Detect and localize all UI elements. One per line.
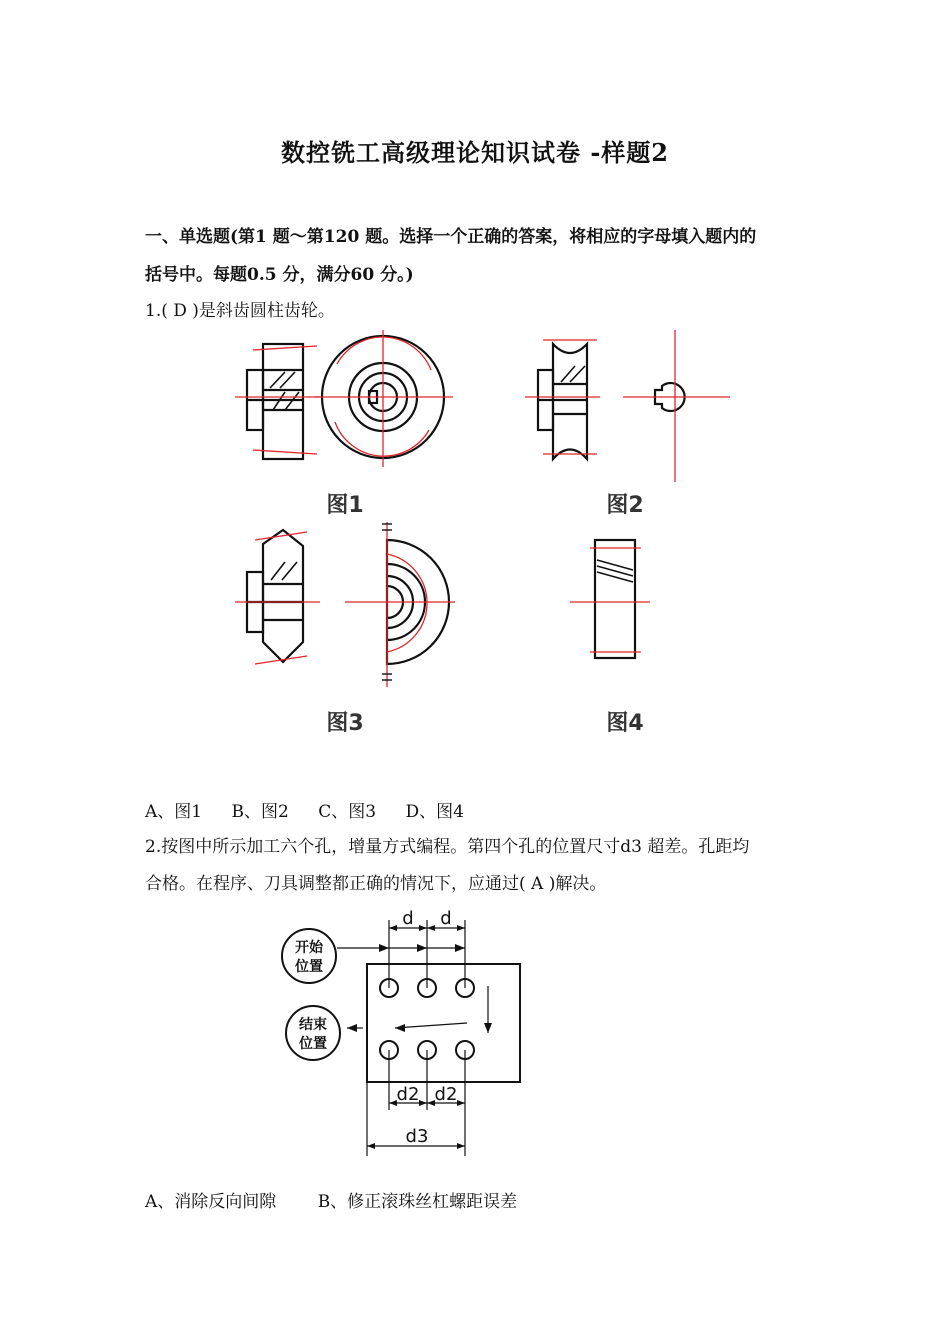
option-d: D、图4 bbox=[405, 802, 464, 822]
page-title: 数控铣工高级理论知识试卷 -样题2 bbox=[280, 138, 669, 167]
dim-d2-1: d2 bbox=[396, 1084, 420, 1105]
option-a: A、图1 bbox=[145, 802, 203, 822]
option-a: A、消除反向间隙 bbox=[145, 1192, 277, 1212]
end-label-line2: 位置 bbox=[299, 1036, 327, 1052]
figure-2-side-view bbox=[538, 344, 587, 459]
section-heading-line1: 一、单选题(第1 题～第120 题。选择一个正确的答案，将相应的字母填入题内的 bbox=[145, 227, 757, 247]
option-b: B、图2 bbox=[231, 802, 289, 822]
figure-1-label: 图1 bbox=[326, 493, 364, 518]
question-2-stem-line1: 2.按图中所示加工六个孔，增量方式编程。第四个孔的位置尺寸d3 超差。孔距均 bbox=[145, 837, 750, 857]
figure-3-label: 图3 bbox=[326, 711, 364, 736]
option-c: C、图3 bbox=[318, 802, 377, 822]
dim-d2-2: d2 bbox=[434, 1084, 458, 1105]
figure-2-label: 图2 bbox=[606, 493, 644, 518]
dim-d3: d3 bbox=[405, 1126, 429, 1147]
figure-4-view bbox=[595, 540, 635, 658]
start-label-line2: 位置 bbox=[295, 959, 323, 975]
start-label-line1: 开始 bbox=[295, 940, 323, 956]
figure-4-label: 图4 bbox=[606, 711, 644, 736]
section-heading-line2: 括号中。每题0.5 分，满分60 分。) bbox=[145, 265, 414, 285]
question-2-options bbox=[145, 1187, 517, 1212]
dim-d-2: d bbox=[440, 908, 452, 929]
dim-d-1: d bbox=[402, 908, 414, 929]
question-1-figure bbox=[225, 322, 745, 747]
figure-1-side-view bbox=[247, 344, 303, 459]
question-1-stem: 1.( D )是斜齿圆柱齿轮。 bbox=[145, 301, 335, 321]
figure-3-side-view bbox=[247, 530, 303, 662]
question-2-diagram bbox=[275, 908, 535, 1163]
workpiece bbox=[367, 964, 520, 1082]
option-b: B、修正滚珠丝杠螺距误差 bbox=[317, 1192, 518, 1212]
question-2-stem-line2: 合格。在程序、刀具调整都正确的情况下，应通过( A )解决。 bbox=[145, 874, 607, 894]
end-label-line1: 结束 bbox=[299, 1017, 327, 1033]
question-1-options bbox=[145, 797, 464, 822]
